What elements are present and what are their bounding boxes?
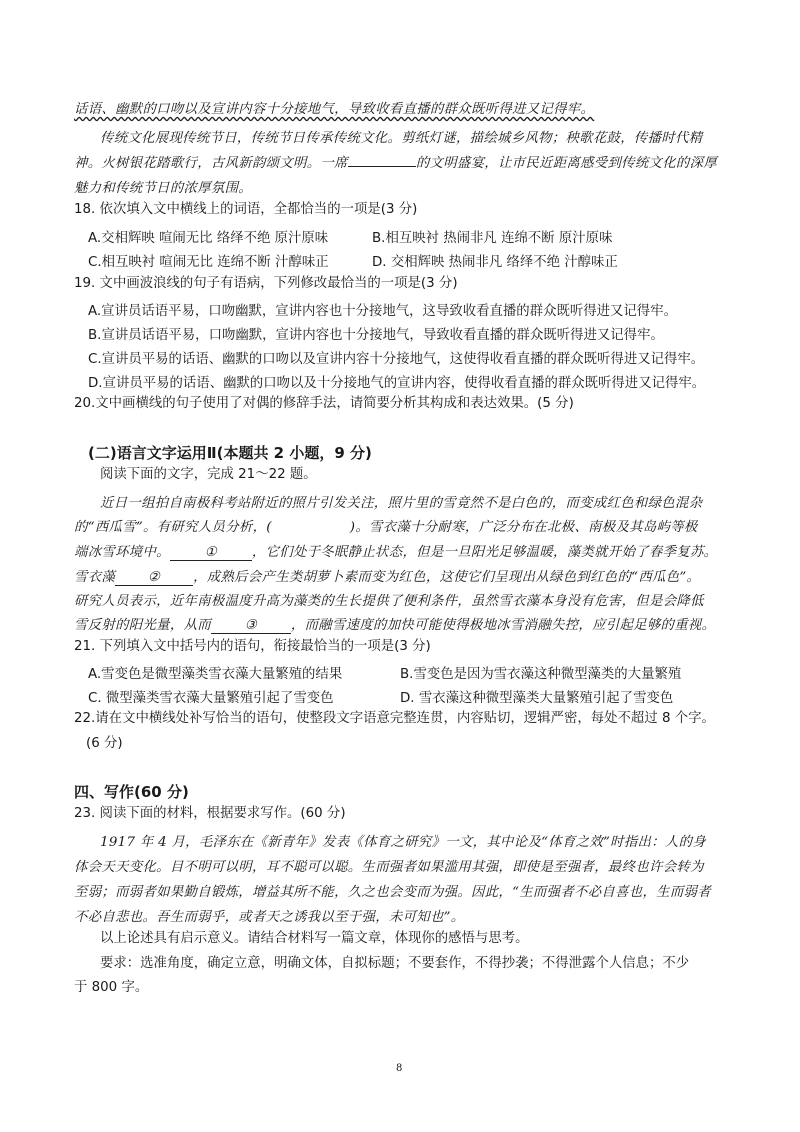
- q19-option-b[interactable]: B.宣讲员话语平易，口吻幽默，宣讲内容也十分接地气，导致收看直播的群众既听得进又记得牢。: [88, 328, 664, 343]
- q23-stem: 23. 阅读下面的材料，根据要求写作。(60 分): [74, 806, 346, 821]
- q20-stem: 20.文中画横线的句子使用了对偶的修辞手法，请简要分析其构成和表达效果。(5 分): [74, 396, 574, 411]
- material-line5: 以上论述具有启示意义。请结合材料写一篇文章，体现你的感悟与思考。: [100, 931, 529, 946]
- fill-blank-1[interactable]: ①: [170, 545, 252, 561]
- passage-text: 研究人员表示，近年南极温度升高为藻类的生长提供了便利条件，虽然雪衣藻本身没有危害，但是会降低: [74, 594, 704, 609]
- q18-stem: 18. 依次填入文中横线上的词语，全都恰当的一项是(3 分): [74, 202, 418, 217]
- passage-text: 魅力和传统节日的浓厚氛围。: [74, 181, 252, 196]
- wavy-sentence: 话语、幽默的口吻以及宣讲内容十分接地气，导致收看直播的群众既听得进又记得牢。: [74, 102, 595, 117]
- q21-option-a[interactable]: A.雪变色是微型藻类雪衣藻大量繁殖的结果: [88, 667, 343, 682]
- q22-score: (6 分): [86, 736, 123, 751]
- passage-line-wavy: [74, 98, 594, 117]
- section2-instruction: 阅读下面的文字，完成 21～22 题。: [100, 467, 317, 482]
- q19-stem: 19. 文中画波浪线的句子有语病，下列修改最恰当的一项是(3 分): [74, 276, 458, 291]
- passage-text: 近日一组拍自南极科考站附近的照片引发关注，照片里的雪竟然不是白色的，而变成红色和绿色混杂: [100, 496, 703, 511]
- q21-option-c[interactable]: C. 微型藻类雪衣藻大量繁殖引起了雪变色: [88, 691, 334, 706]
- passage-text: 雪反射的阳光量，从而: [74, 618, 211, 633]
- section2-line5: [74, 590, 704, 609]
- fill-blank: [348, 152, 416, 167]
- q22-stem: 22.请在文中横线处补写恰当的语句，使整段文字语意完整连贯，内容贴切，逻辑严密，每处不超过 8 个字。: [74, 711, 715, 726]
- requirement-line2: 于 800 字。: [74, 980, 149, 995]
- passage-text: 神。火树银花踏歌行，古风新韵颂文明。一席: [74, 156, 348, 171]
- passage-p2-line1: [100, 127, 702, 146]
- passage-p2-line3: [74, 177, 252, 196]
- q18-option-d[interactable]: D. 交相辉映 热闹非凡 络绎不绝 汁醇味正: [372, 255, 618, 270]
- requirement-line1: 要求：选准角度，确定立意，明确文体，自拟标题；不要套作，不得抄袭；不得泄露个人信息；不少: [100, 956, 690, 971]
- material-line4: 不必自悲也。吾生而弱乎，或者天之诱我以至于强，未可知也”。: [74, 910, 465, 925]
- material-line1: 1917 年 4 月，毛泽东在《新青年》发表《体育之研究》一文，其中论及“体育之效”时指出：人的身: [100, 835, 706, 850]
- q19-option-c[interactable]: C.宣讲员平易的话语、幽默的口吻以及宣讲内容十分接地气，这使得收看直播的群众既听得进又记得牢。: [88, 352, 705, 367]
- section2-line6: [74, 614, 715, 634]
- fill-blank-2[interactable]: ②: [115, 570, 193, 586]
- q18-option-c[interactable]: C.相互映衬 喧闹无比 连绵不断 汁醇味正: [88, 255, 329, 270]
- passage-text: 的“西瓜雪”。有研究人员分析，(: [74, 520, 272, 535]
- q21-option-b[interactable]: B.雪变色是因为雪衣藻这种微型藻类的大量繁殖: [400, 667, 682, 682]
- passage-text: 端冰雪环境中。: [74, 545, 170, 560]
- section-title-2: (二)语言文字运用Ⅱ(本题共 2 小题，9 分): [88, 444, 372, 462]
- passage-p2-line2: [74, 152, 717, 171]
- fill-blank-3[interactable]: ③: [211, 618, 291, 634]
- passage-text: )。雪衣藻十分耐寒，广泛分布在北极、南极及其岛屿等极: [349, 520, 698, 535]
- material-line2: 体会天天变化。目不明可以明，耳不聪可以聪。生而强者如果滥用其强，即使是至强者，最终也许会转为: [74, 860, 704, 875]
- section2-line3: [74, 541, 717, 561]
- section2-line4: [74, 566, 700, 586]
- q21-option-d[interactable]: D. 雪衣藻这种微型藻类大量繁殖引起了雪变色: [400, 691, 674, 706]
- passage-text: ，而融雪速度的加快可能使得极地冰雪消融失控，应引起足够的重视。: [290, 618, 716, 633]
- passage-text: 雪衣藻: [74, 570, 116, 585]
- q18-option-b[interactable]: B.相互映衬 热闹非凡 连绵不断 原汁原味: [372, 231, 613, 246]
- passage-text: ，成熟后会产生类胡萝卜素而变为红色，这使它们呈现出从绿色到红色的“西瓜色”。: [193, 570, 701, 585]
- passage-text: ，它们处于冬眠静止状态，但是一旦阳光足够温暖，藻类就开始了春季复苏。: [251, 545, 718, 560]
- passage-text: 传统文化展现传统节日，传统节日传承传统文化。剪纸灯谜，描绘城乡风物；秧歌花鼓，传播时代精: [100, 131, 703, 146]
- q19-option-a[interactable]: A.宣讲员话语平易，口吻幽默，宣讲内容也十分接地气，这导致收看直播的群众既听得进又记得牢。: [88, 304, 677, 319]
- section2-line1: [100, 492, 702, 511]
- section2-line2: [74, 516, 698, 535]
- material-line3: 至弱；而弱者如果勤自锻炼，增益其所不能，久之也会变而为强。因此，“生而强者不必自喜也，生而弱者: [74, 885, 711, 900]
- section-title-4: 四、写作(60 分): [74, 783, 189, 801]
- q18-option-a[interactable]: A.交相辉映 喧闹无比 络绎不绝 原汁原味: [88, 231, 329, 246]
- q21-stem: 21. 下列填入文中括号内的语句，衔接最恰当的一项是(3 分): [74, 639, 431, 654]
- q19-option-d[interactable]: D.宣讲员平易的话语、幽默的口吻以及十分接地气的宣讲内容，使得收看直播的群众既听得进又记得牢。: [88, 376, 706, 391]
- passage-text: 的文明盛宴，让市民近距离感受到传统文化的深厚: [415, 156, 718, 171]
- page-number: 8: [396, 1063, 403, 1074]
